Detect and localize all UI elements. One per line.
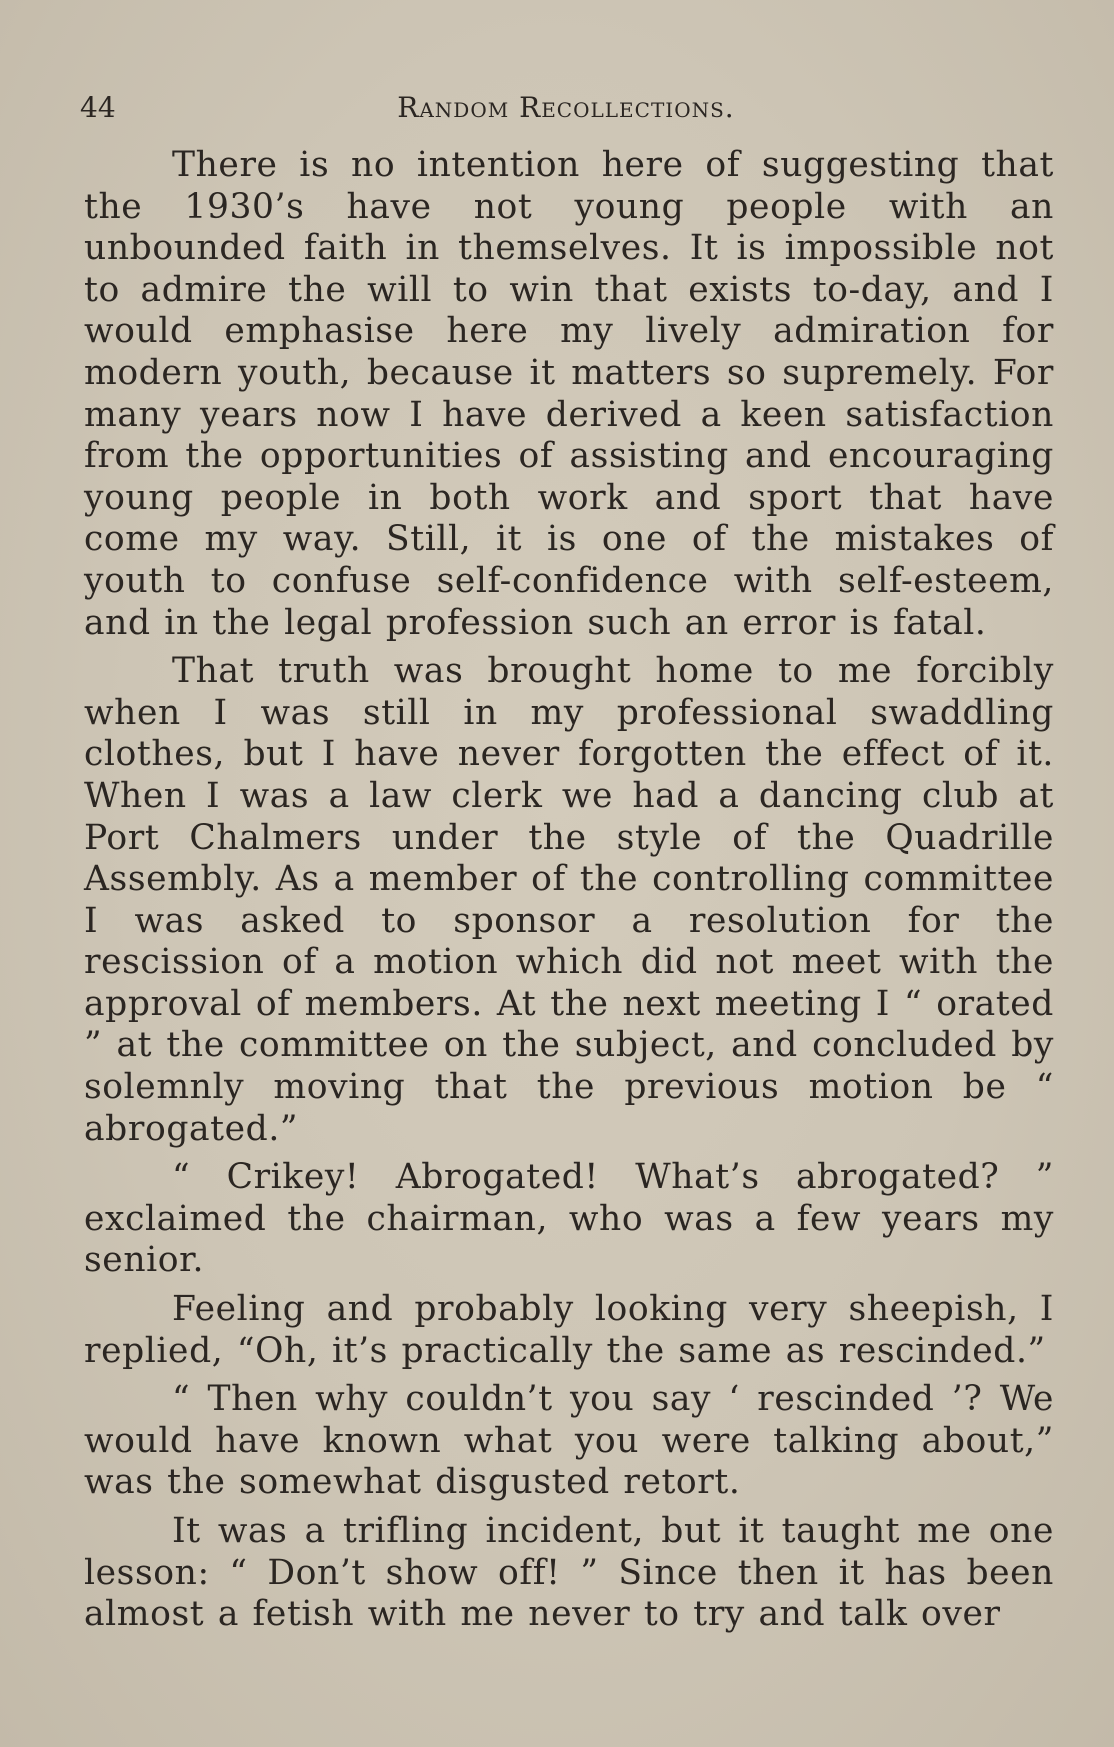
page-number: 44 [80,91,116,124]
running-title: Random Recollections. [397,91,735,124]
paragraph: It was a trifling incident, but it taught me one lesson: “ Don’t show off! ” Since then it has been almost a fetish with me never to try and talk over [84,1511,1054,1635]
page-header [80,88,1052,128]
body-text [84,145,1054,1636]
paragraph: That truth was brought home to me forcibly when I was still in my professional swaddling clothes, but I have never forgotten the effect of it. When I was a law clerk we had a dancing club at Port Chalmers under the style of the Quadrille Assembly. As a member of the controlling committee I was asked to sponsor a resolution for the rescission of a motion which did not meet with the approval of members. At the next meeting I “ orated ” at the committee on the subject, and concluded by solemnly moving that the previous motion be “ abrogated.” [84,651,1054,1149]
paragraph: “ Then why couldn’t you say ‘ rescinded ’? We would have known what you were talking about,” was the somewhat disgusted retort. [84,1379,1054,1503]
paragraph: There is no intention here of suggesting that the 1930’s have not young people with an unbounded faith in themselves. It is impossible not to admire the will to win that exists to-day, and I would emphasise here my lively admiration for modern youth, because it matters so supremely. For many years now I have derived a keen satisfaction from the opportunities of assisting and encouraging young people in both work and sport that have come my way. Still, it is one of the mistakes of youth to confuse self-confidence with self-esteem, and in the legal profession such an error is fatal. [84,145,1054,643]
paragraph: “ Crikey! Abrogated! What’s abrogated? ” exclaimed the chairman, who was a few years my senior. [84,1157,1054,1281]
paragraph: Feeling and probably looking very sheepish, I replied, “Oh, it’s practically the same as rescinded.” [84,1289,1054,1371]
